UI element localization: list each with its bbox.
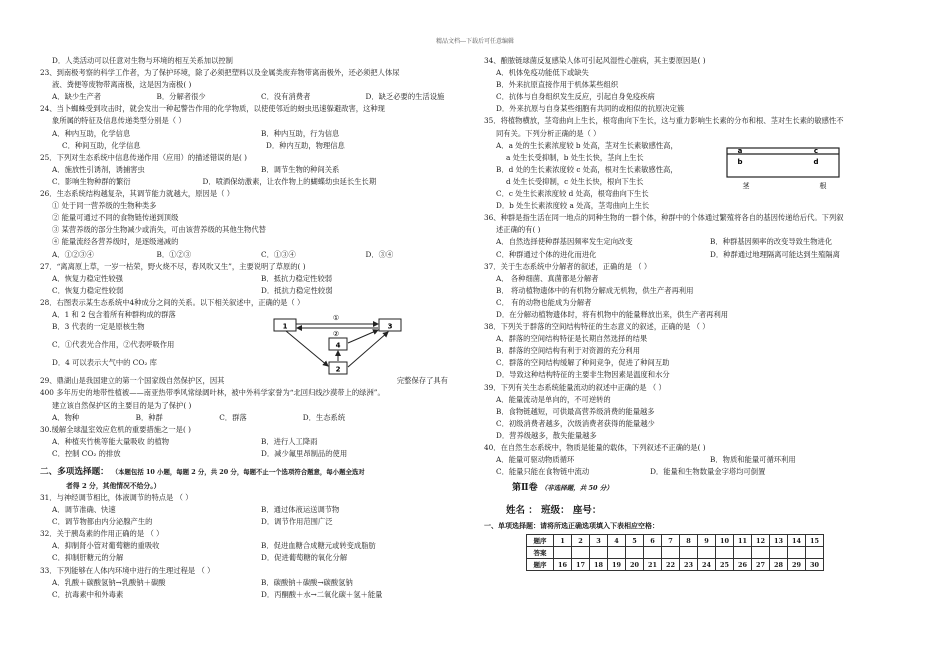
q34-option-d: D．外来抗原与自身某些细胞有共同的或相似的抗原决定簇	[496, 104, 685, 114]
q29-line-2: 400 多年历史的地带性植被——南亚热带季风常绿阔叶林，被中外科学家誉为“北回归线沙漠带上的绿洲”。	[40, 388, 385, 398]
answer-cell[interactable]	[590, 547, 608, 559]
q-num-8: 8	[680, 535, 698, 547]
q40-option-c: C．能量只能在食物链中流动	[496, 467, 590, 477]
q-num-2: 2	[572, 535, 590, 547]
volume-2-note: （非选择题，共 50 分）	[540, 484, 613, 493]
q-num-20: 20	[626, 559, 644, 571]
q40-option-d: D．能量和生物数量金字塔均可倒置	[650, 467, 766, 477]
q-num-29: 29	[788, 559, 806, 571]
q37-stem: 37．关于生态系统中分解者的叙述，正确的是 （ ）	[484, 261, 652, 271]
q25-option-a: A．施放性引诱剂，诱捕害虫	[52, 164, 145, 174]
answer-table-row-numbers-1	[527, 535, 824, 547]
q26-item-2: ② 能量可通过不同的食物链传递到顶级	[52, 213, 179, 223]
answer-table-title: 一、单项选择题：请将所选正确选项填入下表相应空格：	[484, 521, 659, 531]
q-num-30: 30	[806, 559, 824, 571]
q26-item-1: ① 处于同一营养级的生物种类多	[52, 201, 157, 211]
q29-option-b: B．种群	[135, 412, 163, 422]
fig-label-root: 根	[819, 182, 827, 190]
node-label-2: 2	[335, 365, 341, 374]
q36-option-b: B．种群基因频率的改变导致生物进化	[710, 237, 833, 247]
q23-option-c: C．没有消费者	[261, 92, 311, 102]
q28-option-d: D．4 可以表示大气中的 CO₂ 库	[52, 358, 157, 368]
q39-option-a: A．能量流动是单向的，不可逆转的	[496, 394, 611, 404]
answer-table-row-numbers-2	[527, 559, 824, 571]
q-num-6: 6	[644, 535, 662, 547]
q28-stem: 28．右图表示某生态系统中4种成分之间的关系。以下相关叙述中，正确的是（ ）	[40, 297, 305, 307]
node-label-1: 1	[282, 322, 288, 331]
q-num-12: 12	[752, 535, 770, 547]
q33-option-a: A．乳酸＋碳酸氢钠→乳酸钠＋碳酸	[52, 577, 166, 587]
q24-line-1: 24、当卜蜘蛛受到攻击时，就会发出一种起警告作用的化学物质，以使使邻近的蚜虫迅速躲避敌害，这种现	[40, 104, 385, 114]
answer-cell[interactable]	[752, 547, 770, 559]
q37-option-d: D．在分解动植物遗体时，将有机物中的能量释放出来，供生产者再利用	[496, 309, 729, 319]
q-num-22: 22	[662, 559, 680, 571]
q-num-4: 4	[608, 535, 626, 547]
answer-cell[interactable]	[680, 547, 698, 559]
fig-label-a: a	[737, 147, 743, 155]
q33-option-b: B．碳酸钠＋碳酸→碳酸氢钠	[261, 577, 353, 587]
q-num-13: 13	[770, 535, 788, 547]
arrow-4-to-3	[348, 330, 378, 343]
arrow-1-to-2	[286, 331, 328, 366]
q30-option-c: C．控制 CO₂ 的排放	[52, 448, 121, 458]
q-num-11: 11	[734, 535, 752, 547]
q24-option-a: A．种内互助，化学信息	[52, 128, 131, 138]
row-label-answer: 答案	[527, 547, 554, 559]
q30-option-a: A．种植夹竹桃等能大量吸收 的植物	[52, 436, 170, 446]
q29-line-1b: 完整保存了具有	[396, 376, 448, 386]
q39-stem: 39．下列有关生态系统能量流动的叙述中正确的是 （ ）	[484, 382, 666, 392]
node-label-4: 4	[335, 341, 341, 350]
q25-option-d: D．喷洒保幼激素，让农作物上的蝴蝶幼虫延长生长期	[202, 176, 377, 186]
q39-option-c: C．初级消费者越多，次级消费者获得的能量越少	[496, 418, 655, 428]
q31-option-c: C．调节物都由内分泌腺产生的	[52, 517, 153, 527]
q-num-7: 7	[662, 535, 680, 547]
q30-option-b: B．进行人工降雨	[261, 436, 318, 446]
answer-cell[interactable]	[698, 547, 716, 559]
q35-line-1: 35．将植物横放，茎弯曲向上生长，根弯曲向下生长，这与重力影响生长素的分布和根、茎对生长素的敏感性不	[484, 116, 844, 126]
q36-option-c: C．种群通过个体的进化而进化	[496, 249, 597, 259]
answer-cell[interactable]	[734, 547, 752, 559]
q33-option-c: C．抗毒素中和外毒素	[52, 589, 124, 599]
q26-option-c: C．①③④	[261, 249, 296, 259]
q30-stem: 30.缓解全球温室效应危机的重要措施之一是( )	[40, 424, 191, 434]
q35-option-d: D．b 处生长素浓度较 a 处高，茎弯曲向上生长	[496, 201, 650, 211]
q38-stem: 38．下列关于群落的空间结构特征的生态意义的叙述，正确的是 （ ）	[484, 322, 710, 332]
q38-option-d: D．导致这种结构特征的主要非生物因素是温度和水分	[496, 370, 670, 380]
q-num-23: 23	[680, 559, 698, 571]
q27-option-a: A．恢复力稳定性较强	[52, 273, 123, 283]
q-num-1: 1	[554, 535, 572, 547]
q36-line-2: 述正确的有( )	[496, 225, 541, 235]
q24-option-c: C．种间互助，化学信息	[62, 140, 141, 150]
answer-cell[interactable]	[608, 547, 626, 559]
q40-option-a: A．能量可驱动物质循环	[496, 455, 575, 465]
q37-option-b: B． 将动植物遗体中的有机物分解成无机物，供生产者再利用	[496, 285, 694, 295]
q35-option-a-cont: a 处生长受抑制，b 处生长快，茎向上生长	[506, 152, 644, 162]
node-label-3: 3	[387, 322, 393, 331]
q38-option-b: B．群落的空间结构有利于对资源的充分利用	[496, 346, 641, 356]
q-num-9: 9	[698, 535, 716, 547]
q28-ecosystem-diagram	[266, 310, 406, 382]
answer-cell[interactable]	[662, 547, 680, 559]
q25-option-c: C．影响生物种群的繁衍	[52, 176, 131, 186]
q26-item-3: ③ 某营养级的部分生物减少或消失，可由该营养级的其他生物代替	[52, 225, 266, 235]
section-2-note: （本题包括 10 小题，每题 2 分，共 20 分，每题不止一个选项符合题意，每小题全选对	[111, 468, 365, 476]
q31-option-d: D．调节作用范围广泛	[261, 517, 333, 527]
page-header: 精品文档---下载后可任意编辑	[435, 38, 515, 45]
q23-option-d: D．缺乏必要的生活设施	[365, 92, 445, 102]
q40-option-b: B．物质和能量可循环利用	[710, 455, 796, 465]
q31-option-b: B．通过体液运送调节物	[261, 505, 340, 515]
q36-option-d: D．种群通过地理隔离可能达到生殖隔离	[710, 249, 840, 259]
q32-option-d: D．促进葡萄糖的氧化分解	[261, 553, 348, 563]
q26-item-4: ④ 能量流经各营养级时，是逐级递减的	[52, 237, 179, 247]
q-num-27: 27	[752, 559, 770, 571]
q29-option-c: C．群落	[219, 412, 247, 422]
answer-cell[interactable]	[626, 547, 644, 559]
q-num-28: 28	[770, 559, 788, 571]
answer-cell[interactable]	[554, 547, 572, 559]
q36-option-a: A．自然选择使种群基因频率发生定向改变	[496, 237, 633, 247]
q26-option-b: B．①②③	[156, 249, 192, 259]
answer-cell[interactable]	[770, 547, 788, 559]
student-info-line: 姓名 ： 班级： 座号：	[506, 505, 602, 517]
q38-option-c: C．群落的空间结构缓解了种间竞争，促进了种间互助	[496, 358, 670, 368]
q-num-25: 25	[716, 559, 734, 571]
q23-line-2: 液、粪便等废物带离南极，这是因为南极( )	[52, 80, 192, 90]
plant-outline	[727, 148, 839, 177]
answer-cell[interactable]	[788, 547, 806, 559]
q27-option-c: C．恢复力稳定性较弱	[52, 285, 124, 295]
q34-option-b: B．外来抗原直接作用于机体某些组织	[496, 80, 619, 90]
q25-option-b: B．调节生物的种间关系	[261, 164, 340, 174]
q-num-24: 24	[698, 559, 716, 571]
q27-stem: 27．“离离原上草，一岁一枯荣，野火烧不尽，春风吹又生”，主要说明了草原的( )	[40, 261, 306, 271]
volume-2-title: 第Ⅱ卷	[512, 483, 538, 494]
q34-option-c: C．抗体与自身组织发生反应，引起自身免疫疾病	[496, 92, 655, 102]
q-num-5: 5	[626, 535, 644, 547]
q-num-18: 18	[590, 559, 608, 571]
answer-table-row-answers-1	[527, 547, 824, 559]
section-2-title: 二、多项选择题：	[40, 467, 109, 477]
q23-line-1: 23、到南极考察的科学工作者，为了保护环境，除了必须把塑料以及金属类废弃物带离南极外，还必须把人体尿	[40, 68, 400, 78]
q36-line-1: 36、种群是指生活在同一地点的同种生物的一群个体，种群中的个体通过繁殖将各自的基因传递给后代。下列叙	[484, 213, 844, 223]
q26-stem: 26．生态系统结构越复杂，其调节能力就越大，原因是（ ）	[40, 189, 235, 199]
q29-line-1a: 29、鼎湖山是我国建立的第一个国家级自然保护区，因其	[40, 376, 225, 386]
q28-option-b: B．3 代表的一定是原核生物	[52, 322, 145, 332]
q33-option-d: D．丙酮酸＋水→二氧化碳＋氢＋能量	[261, 589, 383, 599]
answer-cell[interactable]	[806, 547, 824, 559]
q-num-17: 17	[572, 559, 590, 571]
answer-cell[interactable]	[644, 547, 662, 559]
q35-option-b: B．d 处的生长素浓度较 c 处高，根对生长素敏感性高，	[496, 164, 678, 174]
q31-option-a: A．调节准确、快速	[52, 505, 116, 515]
q25-stem: 25．下列对生态系统中信息传递作用（应用）的描述错误的是( )	[40, 152, 248, 162]
q27-option-b: B．抵抗力稳定性较弱	[261, 273, 333, 283]
q-num-21: 21	[644, 559, 662, 571]
q-prev-option-d: D．人类活动可以任意对生物与环境的相互关系加以控制	[52, 56, 233, 65]
q35-option-a: A．a 处的生长素浓度较 b 处高，茎对生长素敏感性高，	[496, 140, 678, 150]
q-num-3: 3	[590, 535, 608, 547]
q39-option-b: B．食物链越短，可供最高营养级消费的能量越多	[496, 406, 655, 416]
q34-stem: 34、酿脓链球菌反复感染人体可引起风湿性心脏病，其主要原因是( )	[484, 56, 706, 65]
q31-stem: 31．与神经调节相比，体液调节的特点是 （ ）	[40, 493, 193, 502]
q37-option-a: A． 各种细菌、真菌都是分解者	[496, 273, 599, 283]
q24-option-d: D．种内互助，物理信息	[266, 140, 345, 150]
q40-stem: 40．在自然生态系统中，物质是能量的载体，下列叙述不正确的是( )	[484, 443, 706, 452]
q29-line-3: 建立该自然保护区的主要目的是为了保护( )	[52, 400, 192, 410]
section-2-note-2: 者得 2 分，其他情况不给分。）	[66, 482, 161, 490]
q26-option-d: D．③④	[365, 249, 394, 259]
arrow-label-1: ①	[332, 314, 340, 322]
q29-option-d: D．生态系统	[302, 412, 346, 422]
q35-option-b-cont: d 处生长受抑制，c 处生长快，根向下生长	[506, 176, 644, 186]
fig-label-b: b	[737, 158, 743, 166]
answer-cell[interactable]	[572, 547, 590, 559]
q24-option-b: B．种内互助，行为信息	[261, 128, 340, 138]
q32-option-a: A．抑制肾小管对葡萄糖的重吸收	[52, 541, 160, 551]
q30-option-d: D．减少氟里昂制品的使用	[261, 448, 348, 458]
q35-option-c: C．c 处生长素浓度较 d 处高，根弯曲向下生长	[496, 189, 649, 199]
section-2-heading	[40, 464, 470, 480]
q28-option-a: A．1 和 2 包含着所有种群构成的群落	[52, 309, 176, 319]
q23-option-b: B．分解者很少	[156, 92, 206, 102]
fig-label-d: d	[813, 158, 819, 166]
row-label-seq-2: 题序	[527, 559, 554, 571]
arrow-label-2: ②	[332, 330, 340, 338]
q39-option-d: D．营养级越多，散失能量越多	[496, 430, 597, 440]
fig-label-c: c	[813, 147, 819, 155]
answer-table	[526, 534, 824, 571]
right-column	[484, 55, 924, 571]
q35-plant-figure	[718, 145, 848, 191]
q-num-15: 15	[806, 535, 824, 547]
q-num-26: 26	[734, 559, 752, 571]
q29-option-a: A．物种	[52, 412, 80, 422]
q33-stem: 33．下列能够在人体内环境中进行的生理过程是 （ ）	[40, 565, 215, 575]
q32-option-b: B．促进血糖合成糖元或转变成脂肪	[261, 541, 376, 551]
q28-option-c: C．①代表光合作用，②代表呼吸作用	[52, 340, 175, 350]
q34-option-a: A．机体免疫功能低下或缺失	[496, 68, 589, 78]
q24-line-2: 象所属的特征及信息传递类型分别是（ ）	[52, 116, 186, 126]
q-num-10: 10	[716, 535, 734, 547]
answer-cell[interactable]	[716, 547, 734, 559]
q26-option-a: A．①②③④	[52, 249, 94, 259]
q23-option-a: A．缺少生产者	[52, 92, 102, 102]
q32-stem: 32．关于胰岛素的作用正确的是 （ ）	[40, 529, 164, 539]
q-num-19: 19	[608, 559, 626, 571]
q23-options	[40, 91, 470, 103]
arrow-2-to-3	[348, 332, 388, 367]
q37-option-c: C． 有的动物也能成为分解者	[496, 297, 592, 307]
volume-2-heading	[484, 480, 924, 496]
q-num-14: 14	[788, 535, 806, 547]
row-label-seq-1: 题序	[527, 535, 554, 547]
q-num-16: 16	[554, 559, 572, 571]
fig-label-stem: 茎	[742, 182, 750, 190]
q35-line-2: 同有关。下列分析正确的是（ ）	[496, 128, 601, 138]
q27-option-d: D．抵抗力稳定性较弱	[261, 285, 333, 295]
q38-option-a: A．群落的空间结构特征是长期自然选择的结果	[496, 334, 648, 344]
q32-option-c: C．抑制肝糖元的分解	[52, 553, 124, 563]
